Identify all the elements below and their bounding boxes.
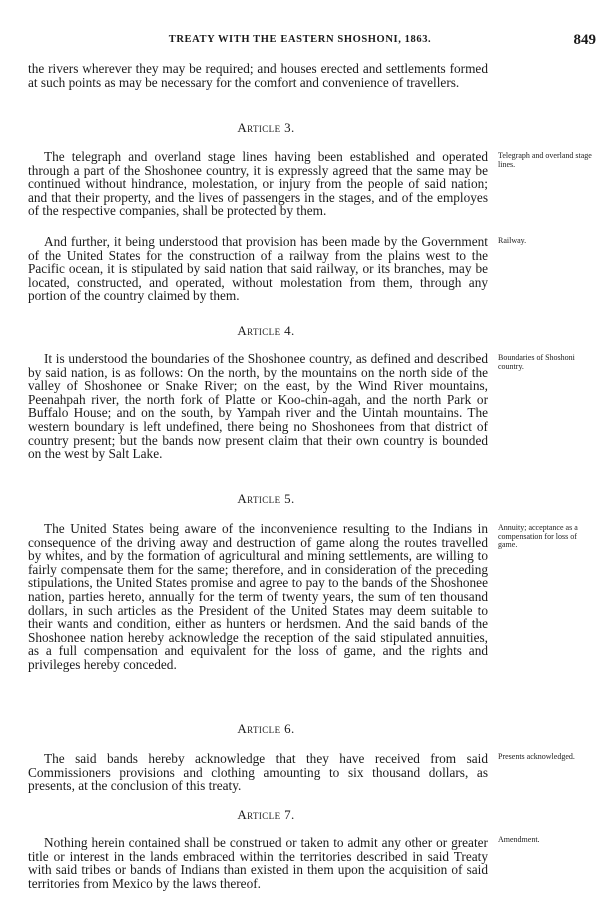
article-5-para-1	[28, 522, 488, 672]
paragraph: And further, it being understood that provision has been made by the Government of the United States for the construction of a railway from the plains west to the Pacific ocean, it is stipulated by said nation that said railway, or its branches, may be located, constructed, and operated, without molestation from them, through any portion of the country claimed by them.	[28, 234, 488, 304]
article-heading: Article 6.	[237, 721, 295, 736]
paragraph: The United States being aware of the inconvenience resulting to the Indians in consequence of the driving away and destruction of game along the routes travelled by whites, and by the formation of agricultural and mining settlements, are willing to fairly compensate them for the same; therefore, and in consideration of the preceding stipulations, the United States promise and agree to pay to the bands of the Shoshonee nation, parties hereto, annually for the term of twenty years, the sum of ten thousand dollars, in such articles as the President of the United States may deem suitable to their wants and condition, either as hunters or herdsmen. And the said bands of the Shoshonee nation hereby acknowledge the reception of the said stipulated annuities, as a full compensation and equivalent for the loss of game, and the rights and privileges hereby conceded.	[28, 521, 488, 672]
margin-note-telegraph: Telegraph and overland stage lines.	[498, 151, 592, 169]
article-7	[28, 808, 488, 822]
margin-note-railway: Railway.	[498, 236, 527, 245]
article-6-para-1	[28, 752, 488, 793]
running-title: TREATY WITH THE EASTERN SHOSHONI, 1863.	[168, 34, 432, 45]
article-3	[28, 121, 488, 135]
margin-note-amendment: Amendment.	[498, 835, 540, 844]
article-4-para-1	[28, 352, 488, 461]
article-3-para-2	[28, 235, 488, 303]
article-5	[28, 492, 488, 506]
margin-note-annuity: Annuity; acceptance as a compensation for loss of game.	[498, 523, 578, 549]
paragraph: The said bands hereby acknowledge that they have received from said Commissioners provisions and clothing amounting to six thousand dollars, as presents, at the conclusion of this treaty.	[28, 751, 488, 794]
article-3-para-1	[28, 150, 488, 218]
intro-block	[28, 62, 488, 89]
page-header	[0, 32, 600, 52]
paragraph: The telegraph and overland stage lines having been established and operated through a part of the Shoshonee country, it is expressly agreed that the same may be continued without hindrance, molestation, or injury from the people of said nation; and that their property, and the lives of passengers in the stages, and of the employes of the respective companies, shall be protected by them.	[28, 149, 488, 219]
article-heading: Article 7.	[237, 807, 295, 822]
article-7-para-1	[28, 836, 488, 890]
article-heading: Article 5.	[237, 491, 295, 506]
margin-note-presents: Presents acknowledged.	[498, 752, 575, 761]
article-heading: Article 4.	[237, 323, 295, 338]
page-number: 849	[573, 32, 596, 48]
paragraph: It is understood the boundaries of the Shoshonee country, as defined and described by said nation, is as follows: On the north, by the mountains on the north side of the valley of Shoshonee or Snake River; on the east, by the Wind River mountains, Peenahpah river, the north fork of Platte or Koo-chin-agah, and the north Park or Buffalo House; and on the south, by Yampah river and the Uintah mountains. The western boundary is left undefined, there being no Shoshonees from that district of country present; but the bands now present claim that their own country is bounded on the west by Salt Lake.	[28, 351, 488, 462]
article-heading: Article 3.	[237, 120, 295, 135]
paragraph: Nothing herein contained shall be construed or taken to admit any other or greater title or interest in the lands embraced within the territories described in said Treaty with said tribes or bands of Indians than existed in them upon the acquisition of said territories from Mexico by the laws thereof.	[28, 835, 488, 891]
article-6	[28, 722, 488, 736]
margin-note-boundaries: Boundaries of Shoshoni country.	[498, 353, 575, 371]
intro-paragraph: the rivers wherever they may be required; and houses erected and settlements formed at such points as may be necessary for the comfort and convenience of travellers.	[28, 61, 488, 90]
article-4	[28, 324, 488, 338]
